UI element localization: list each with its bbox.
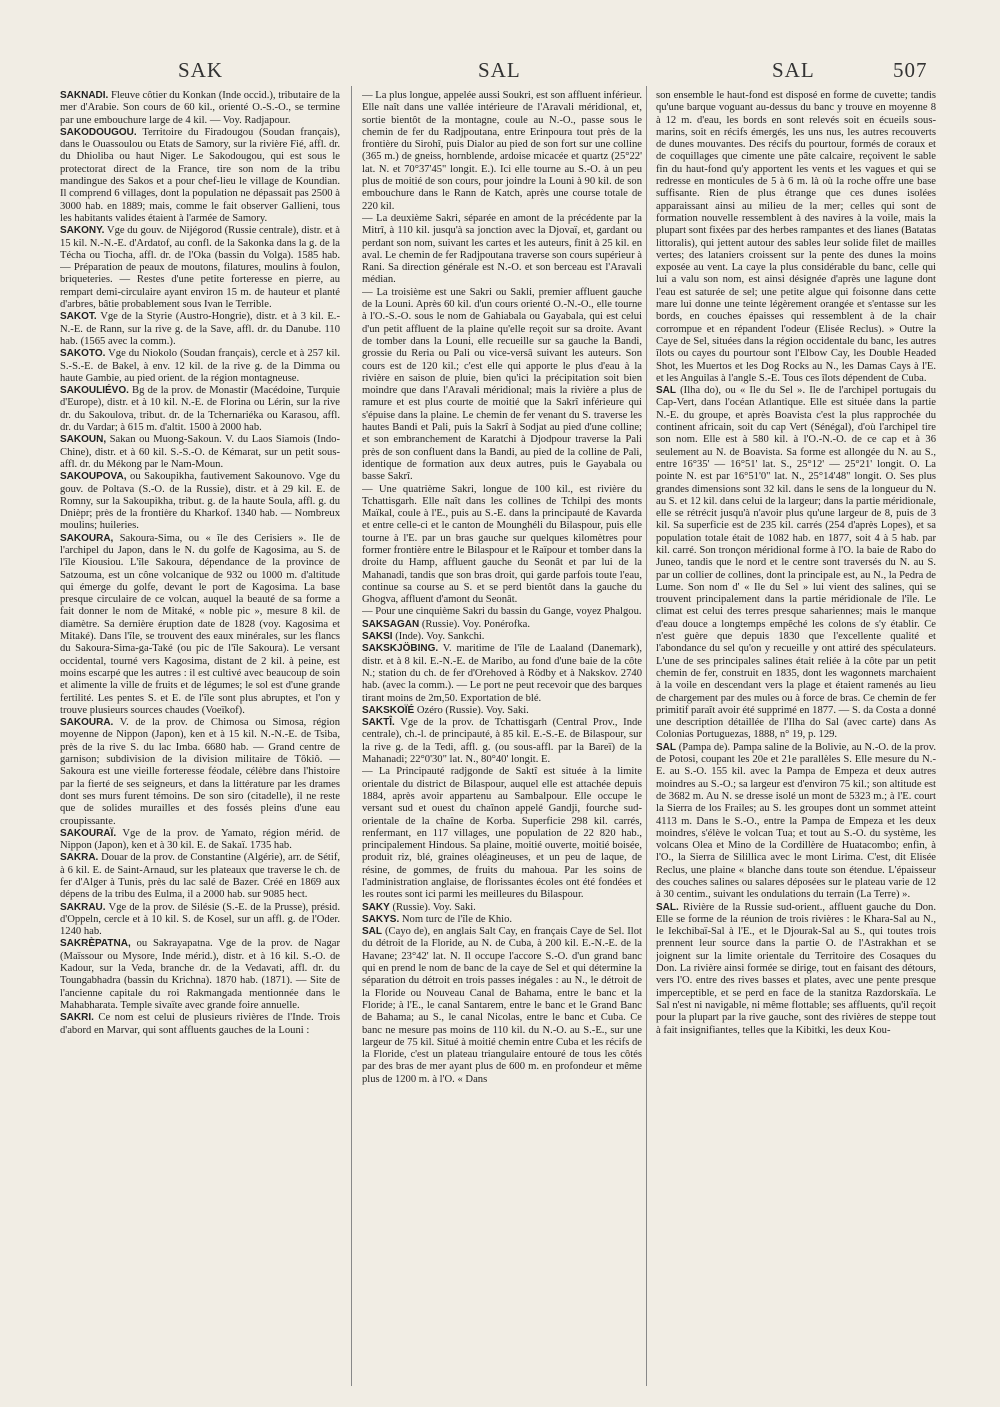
entry-text: — La plus longue, appelée aussi Soukri, est son affluent inférieur. Elle naît dans une vallée intérieure de l'Aravali méridional, et, sortie bientôt de la montagne, coule au N.-O., passe sous le chemin de fer du Radjpoutana, entre Erinpoura tout près de la frontière du Sirohî, puis Dialor au pied de son fort sur une colline (365 m.) de gneiss, hornblende, ardoise micacée et quartz (25°22' lat. N. et 70°37'45" longit. E.). Ici elle tourne au S.-O. à un peu plus de moitié de son cours, pour joindre la Louni à 90 kil. de son embouchure dans le Rann de Katch, après une course totale de 220 kil. — [362, 90, 642, 212]
entry-text: — Une quatrième Sakri, longue de 100 kil., est rivière du Tchattisgarh. Elle naît dans les collines de Tchilpi des monts Maïkal, coule à l'E., puis au S.-E. dans la principauté de Kavarda et entre celle-ci et le canton de Mounghéli du Bilaspour, puis elle tourne à l'E. par un bras gauche sur quelques kilomètres pour former frontière entre le Bilaspour et le Raïpour et tomber dans la droite du Hamp, affluent gauche du Seonât et par lui de la Mahanadi, tandis que son bras droit, qui garde parfois toute l'eau, continue sa course au S. et se perd bientôt dans la gauche du Ghogva, affluent d'amont du Seonât. — [362, 483, 642, 606]
entry-text: (Pampa de). Pampa saline de la Bolivie, au N.-O. de la prov. de Potosi, coupant les 20e et 21e parallèles S. Elle mesure du N.-E. au S.-O. 155 kil. avec la Pampa de Empeza et deux autres moindres au S.-O.; sa largeur est d'environ 75 kil.; son altitude est de 3682 m. Au N. se dresse isolé un mont de 5323 m.; à l'E. court la Sierra de los Frailes; au S. les groupes dont un sommet atteint 4113 m. Dans le S.-O., entre la Pampa de Empeza et les deux moindres, s'élève le volcan Tua; et tout au S.-O. du système, les volcans Olea et Mino de la Cordillère de Huatacombo; enfin, à l'O., la Sierra de Silillica avec le mont Lirima. C'est, dit Elisée Reclus, une plaine « blanche dans toute son étendue. L'épaisseur des couches salines ou salares déposées sur le plateau varie de 12 à 30 centim., suivant les ondulations du terrain (La Terre) ». — [656, 741, 936, 901]
dictionary-entry — [60, 348, 340, 385]
dictionary-entry — [362, 766, 642, 901]
entry-text: Territoire du Firadougou (Soudan français), dans le Ouassoulou ou Etats de Samory, sur la rivière Fié, affl. dr. du Dhioliba ou haut Niger. Le Sakodougou, qui est sous le protectorat direct de la France, tire son nom de la tribu mandingue des Sakos et a pour chef-lieu le village de Koundian. Il comprend 6 villages, dont la population ne dépassait pas 2500 à 3000 hab. en 1889; mais, comme le fait observer Gallieni, tous les habitants valides étaient à l'armée de Samory. — [60, 126, 340, 224]
entry-headword: SAKTÎ. — [362, 717, 395, 729]
entry-text: (Russie). Voy. Saki. — [389, 901, 476, 913]
entry-text: Ozéro (Russie). Voy. Saki. — [414, 704, 529, 716]
dictionary-entry — [60, 1012, 340, 1037]
column-2 — [362, 90, 642, 1380]
dictionary-entry — [362, 287, 642, 484]
dictionary-entry — [362, 484, 642, 607]
dictionary-entry — [60, 852, 340, 901]
entry-headword: SAL. — [656, 901, 679, 913]
running-head-left: SAK — [178, 58, 224, 82]
entry-text: (Ilha do), ou « Ile du Sel ». Ile de l'archipel portugais du Cap-Vert, dans l'océan Atlantique. Elle est située dans la partie N.-E. du groupe, et après Boavista c'est la plus rapprochée du continent africain, soit du cap Vert (Sénégal), d'où l'archipel tire son nom. Elle est à 580 kil. à l'O.-N.-O. de ce cap et à 36 seulement au N. de Boavista. Sa forme est allongée du N. au S., entre 16°35' — 16°51' lat. S., 25°12' — 25°21' longit. O. La pointe N. est par 16°51'0" lat. N., 25°14'48" longit. O. Ses plus grandes dimensions sont 32 kil. dans le sens de la longueur du N. au S. et 12 kil. dans celui de la largeur; dans la partie méridionale, elle se rétrécit jusqu'à n'avoir plus qu'une largeur de 8, puis de 3 kil. Sa superficie est de 235 kil. carrés (254 d'après Lopes), et sa population totale était de 1082 hab. en 1877, soit 4 à 5 hab. par kil. carré. Son tronçon méridional forme à l'O. la baie de Rabo do Juneo, tandis que le nord et le centre sont traversés du N. au S. par un collier de collines, dont la principale est, au N., la Pedra de Lume. Son nom d' « Ile du Sel » lui vient des salines, qui se trouvent principalement dans la partie méridionale de l'île. Le climat est celui des terres presque sahariennes; mais le manque d'eau douce a longtemps empêché les colons de s'y établir. Ce n'est guère que depuis 1830 que l'excellente qualité et l'abondance du sel qu'on y recueille y ont attiré des spéculateurs. L'une de ses principales salines était reliée à la côte par un petit chemin de fer, construit en 1835, dont les wagonnets marchaient à la voile en descendant vers la plage et étaient ramenés au lieu de chargement par des mules ou à force de bras. Ce chemin de fer primitif paraît avoir été supprimé en 1877. — S. da Costa a donné une description détaillée de l'Ilha do Sal (avec carte) dans As Colonias Portuguezas, 1888, n° 19, p. 129. — [656, 385, 936, 741]
column-1 — [60, 90, 340, 1380]
entry-text: Nom turc de l'île de Khio. — [399, 913, 513, 925]
entry-headword: SAKOURA. — [60, 717, 114, 729]
entry-text: — La deuxième Sakri, séparée en amont de la précédente par la Mitrî, à 110 kil. jusqu'à sa jonction avec la Djovaï, et, gardant ou perdant son nom, suivant les cartes et les auteurs, finit à 25 kil. en aval. Le chemin de fer Radjpoutana traverse son cours supérieur à Rani. Sa direction générale est N.-O. et son berceau est l'Aravali médian. — [362, 212, 642, 286]
entry-text: ou Sakoupikha, fautivement Sakounovo. Vge du gouv. de Poltava (S.-O. de la Russie), distr. et à 29 kil. E. de Romny, sur la Sakoupikha, tribut. g. de la haute Soula, affl. g. du Dnièpr; près de la frontière du Kharkof. 1340 hab. — Nombreux moulins; huileries. — [60, 471, 340, 532]
column-rule-1 — [351, 86, 352, 1386]
dictionary-entry — [656, 742, 936, 902]
dictionary-entry — [60, 90, 340, 127]
dictionary-entry — [60, 127, 340, 225]
dictionary-entry — [362, 717, 642, 766]
dictionary-entry — [60, 938, 340, 1012]
dictionary-entry — [60, 471, 340, 532]
dictionary-entry — [362, 902, 642, 914]
dictionary-entry — [60, 434, 340, 471]
entry-text: Vge de la prov. de Silésie (S.-E. de la Prusse), présid. d'Oppeln, cercle et à 10 kil. S. de Kosel, sur un affl. g. de l'Oder. 1240 hab. — [60, 901, 340, 938]
entry-headword: SAKSKOÏÉ — [362, 704, 415, 716]
dictionary-entry — [362, 631, 642, 643]
page-number: 507 — [893, 58, 928, 82]
dictionary-entry — [656, 90, 936, 385]
entry-text: (Cayo de), en anglais Salt Cay, en français Caye de Sel. Ilot du détroit de la Floride, au N. de Cuba, à 200 kil. E.-N.-E. de la Havane; 23°42' lat. N. Il occupe l'accore S.-O. d'un grand banc qui en prend le nom de banc de la caye de Sel et qui détermine la séparation du détroit en trois passes inégales : au N., le détroit de la Floride ou Nouveau Canal de Bahama, entre le banc et la Floride; à l'E., le canal Santarem, entre le banc et le Grand Banc de Bahama; au S., le canal Nicolas, entre le banc et Cuba. Ce banc ne mesure pas moins de 110 kil. du N.-O. au S.-E., sur une largeur de 75 kil. Situé à moitié chemin entre Cuba et les récifs de la Floride, c'est un plateau triangulaire entouré de tous les côtés par des bras de mer ayant plus de 600 m. en profondeur et même plus de 1200 m. à l'O. « Dans — [362, 926, 642, 1085]
column-3 — [656, 90, 936, 1380]
entry-text: — La troisième est une Sakri ou Sakli, premier affluent gauche de la Louni. Après 60 kil. d'un cours orienté O.-N.-O., elle tourne à l'O.-S.-O. sous le nom de Gahiabala ou Gayabala, qui est celui d'un petit affluent de la plaine qu'elle reçoit sur sa droite. Avant de tomber dans la Louni, elle recueille sur sa gauche la Bandi, grossie du Reria ou Pali ou vice-versâ suivant les auteurs. Son cours est de 120 kil.; c'est elle qui apporte le plus d'eau à la rivière en saison de pluie, bien qu'ici la précipitation soit bien moindre que dans l'Aravali méridional; mais la rivière a plus de ramure et est plus courte de moitié que la Sakrî inférieure qui s'épuise dans la plaine. Le chemin de fer venant du S. traverse les hautes Bandi et Pali, puis la Sakrî à Sodjat au pied d'une colline; et son embranchement de Karatchi à Djodpour traverse la Pali près de son confluent dans la Bandi, au pied de la colline de Pali, identique de formation aux deux autres, puis le Gayabala ou basse Sakrî. — [362, 286, 642, 483]
running-head-center: SAL — [478, 58, 521, 82]
entry-text: Vge de la prov. de Tchattisgarh (Central Prov., Inde centrale), ch.-l. de principauté, à 85 kil. E.-S.-E. de Bilaspour, sur la rive g. de la Tedi, affl. g. (ou sous-affl. par la Bareï) de la Mahanadi; 22°0'30" lat. N., 80°40' longit. E. — [362, 717, 642, 766]
dictionary-entry — [656, 385, 936, 742]
entry-text: Vge du Niokolo (Soudan français), cercle et à 257 kil. S.-S.-E. de Bakel, à env. 12 kil. de la rive g. de la Dimma ou haute Gambie, au pied orient. de la région montagneuse. — [60, 348, 340, 384]
entry-headword: SAKYS. — [362, 913, 400, 925]
entry-headword: SAKOURAÏ. — [60, 827, 117, 839]
dictionary-entry — [362, 705, 642, 717]
entry-headword: SAKOTO. — [60, 348, 106, 360]
entry-headword: SAL — [362, 926, 382, 938]
entry-text: Bg de la prov. de Monastir (Macédoine, Turquie d'Europe), distr. et à 10 kil. N.-E. de Florina ou Lérin, sur la rive dr. du Sakoulova, tribut. dr. de la Tchernariéka ou Karasou, affl. dr. du Vardar; à 615 m. d'altit. 1500 à 2000 hab. — [60, 385, 340, 434]
entry-headword: SAKSI — [362, 631, 393, 643]
entry-headword: SAKSKJÖBING. — [362, 643, 439, 655]
dictionary-entry — [362, 619, 642, 631]
entry-text: (Inde). Voy. Sankchi. — [392, 631, 485, 643]
entry-headword: SAKRI. — [60, 1012, 94, 1024]
entry-headword: SAKSAGAN — [362, 618, 420, 630]
entry-headword: SAKRAU. — [60, 901, 106, 913]
entry-headword: SAKY — [362, 901, 390, 913]
entry-headword: SAKONY. — [60, 225, 105, 237]
entry-headword: SAKOURA, — [60, 532, 114, 544]
dictionary-entry — [60, 533, 340, 717]
entry-text: Vge de la prov. de Yamato, région mérid. de Nippon (Japon), ken et à 30 kil. E. de Sakaï. 1735 hab. — [60, 827, 340, 852]
entry-text: — Pour une cinquième Sakri du bassin du Gange, voyez Phalgou. — [362, 606, 642, 618]
entry-text: Sakan ou Muong-Sakoun. V. du Laos Siamois (Indo-Chine), distr. et à 60 kil. S.-S.-O. de Kémarat, sur un petit sous-affl. dr. du Mékong par le Nam-Moun. — [60, 434, 340, 470]
dictionary-entry — [362, 213, 642, 287]
column-rule-2 — [646, 86, 647, 1386]
dictionary-entry — [60, 385, 340, 434]
entry-text: — La Principauté radjgonde de Saktî est située à la limite orientale du district de Bilaspour, auquel elle est attachée depuis 1884, après avoir appartenu au Sambalpour. Elle occupe le versant sud et ouest du chaînon appelé Gandji, fourche sud-orientale de la chaîne de Korba. Superficie 298 kil. carrés, renfermant, en 117 villages, une population de 22 820 hab., principalement Hindous. Sa plaine, moitié ouverte, moitié boisée, produit riz, blé, graines oléagineuses, et un peu de laque, de résine, de gommes, de fruits du mahoua. Par les soins de l'administration anglaise, de florissantes écoles ont été fondées et les routes sont ici parmi les meilleures du Bilaspour. — [362, 766, 642, 901]
entry-text: V. maritime de l'île de Laaland (Danemark), distr. et à 8 kil. E.-N.-E. de Maribo, au fond d'une baie de la côte N.; station du ch. de fer d'Orehoved à Rödby et à Nakskov. 2740 hab. (avec la comm.). — Le port ne peut recevoir que des barques tirant moins de 2m,50. Exportation de blé. — [362, 643, 642, 704]
entry-headword: SAKOULIÉVO. — [60, 385, 129, 397]
dictionary-entry — [60, 311, 340, 348]
dictionary-entry — [656, 902, 936, 1037]
entry-text: son ensemble le haut-fond est disposé en forme de cuvette; tandis qu'une barque voguant au-dessus du banc y trouve en moyenne 8 à 12 m. d'eau, les bords en sont relevés soit en écueils sous-marins, soit en récifs émergés, les uns nus, les autres recouverts de dunes mouvantes. Des récifs du pourtour, formés de coraux et de coquillages que cimente une pâte calcaire, reçoivent le sable fin du haut-fond qu'y apportent les vents et les vagues et qui se redresse en monticules de 5 à 6 m. là où la roche offre une base suffisante. Rien de plus étrange que ces dunes isolées apparaissant ainsi au milieu de la mer; celles qui sont de formation nouvelle ressemblent à des navires à la voile, mais la plupart sont fixées par des herbes rampantes et des lianes (Batatas littoralis), qui jettent autour des sables leur solide filet de mailles vertes; des lataniers croissent sur la pente des dunes la moins exposée au vent. La caye la plus considérable du banc, celle qui lui a valu son nom, est ainsi désignée d'après une lagune dont l'eau est saturée de sel; une petite algue qui foisonne dans cette mare lui donne une teinte légèrement orangée et s'entasse sur les bords, en couches épaisses qui ressemblent à de la chair corrompue et en répandent l'odeur (Elisée Reclus). » Outre la Caye de Sel, situées dans la région occidentale du banc, les autres îlots ou cayes du pourtour sont l'Elbow Cay, les Double Headed Shot, les Muertos et les Dog Rocks au N., les Damas Cays à l'E. et les Anguilas à l'angle S.-E. Tous ces îlots dépendent de Cuba. — [656, 90, 936, 384]
entry-text: Vge du gouv. de Nijégorod (Russie centrale), distr. et à 15 kil. N.-N.-E. d'Ardatof, au confl. de la Sakonka dans la g. de la Técha ou Tiocha, affl. dr. de l'Oka (bassin du Volga). 1585 hab. — Préparation de peaux de moutons, filatures, moulins à foulon, briqueteries. — Restes d'une petite forteresse en pierre, au rempart demi-circulaire ayant environ 15 m. de hauteur et planté d'arbres, bâtie probablement sous Ivan le Terrible. — [60, 225, 340, 311]
dictionary-entry — [362, 643, 642, 704]
entry-text: (Russie). Voy. Ponérofka. — [419, 618, 530, 630]
entry-text: V. de la prov. de Chimosa ou Simosa, région moyenne de Nippon (Japon), ken et à 15 kil. N.-N.-E. de Tsiba, près de la rive S. du lac Imba. 6680 hab. — Grand centre de garnison; subdivision de la division militaire de Tôkiô. — Sakoura est une vieille forteresse féodale, célèbre dans l'histoire par la fierté de ses seigneurs, et dans la littérature par les drames dont ses murs furent témoins. De son siro (citadelle), il ne reste que de solides murailles et des fossés pleins d'une eau croupissante. — [60, 717, 340, 827]
dictionary-entry — [362, 914, 642, 926]
entry-headword: SAKRÈPATNA, — [60, 938, 131, 950]
entry-text: Sakoura-Sima, ou « île des Cerisiers ». Ile de l'archipel du Japon, dans le N. du golfe de Kagosima, au S. de l'île Kiousiou. L'île Sakoura, dépendance de la province de Satzouma, est un cône volcanique de 932 ou 1000 m. d'altitude qui émerge du golfe, devant le port de Kagosima. La base presque circulaire de ce volcan, auquel la beauté de sa forme a fait donner le nom de Mitaké, « noble pic », mesure 8 kil. de diamètre. Sa dernière éruption date de 1828 (voy. Kagosima et Mitaké). Dans l'île, se trouvent des eaux minérales, sur les flancs du Sakoura-Sima-ga-Také (ou pic de l'île Sakoura). Le versant occidental, tourné vers Kagosima, distant de 2 kil. à peine, est moins escarpé que les autres : il est cultivé avec beaucoup de soin et alimente la ville de fruits et de légumes; le sol est d'une grande fertilité. Les pentes S. et E. de l'île sont plus abruptes, et l'on y trouve plusieurs sources chaudes (Voeïkof). — [60, 532, 340, 716]
entry-headword: SAL — [656, 741, 676, 753]
entry-headword: SAL — [656, 385, 676, 397]
dictionary-entry — [60, 902, 340, 939]
entry-headword: SAKRA. — [60, 852, 99, 864]
dictionary-entry — [362, 606, 642, 618]
dictionary-entry — [362, 90, 642, 213]
entry-text: ou Sakrayapatna. Vge de la prov. de Nagar (Maïssour ou Mysore, Inde mérid.), distr. et à 16 kil. S.-O. de Kadour, sur la Veda, branche dr. de la Vedavati, affl. dr. du Toungabhadra (bassin du Krichna). 1870 hab. (1871). — Site de l'ancienne capitale du roi Rakmangada mentionnée dans le Mahabharata. Temple sivaïte avec grande foire annuelle. — [60, 938, 340, 1011]
dictionary-entry — [60, 717, 340, 828]
entry-headword: SAKOUN, — [60, 434, 107, 446]
running-head-right: SAL — [772, 58, 815, 82]
dictionary-entry — [60, 225, 340, 311]
entry-headword: SAKNADI. — [60, 90, 109, 101]
entry-text: Vge de la Styrie (Austro-Hongrie), distr. et à 3 kil. E.-N.-E. de Rann, sur la rive g. de la Save, affl. dr. du Danube. 110 hab. (1565 avec la comm.). — [60, 311, 340, 347]
dictionary-entry — [60, 828, 340, 853]
entry-headword: SAKOUPOVA, — [60, 471, 127, 483]
entry-headword: SAKOT. — [60, 311, 97, 323]
entry-headword: SAKODOUGOU. — [60, 126, 137, 138]
entry-text: Rivière de la Russie sud-orient., affluent gauche du Don. Elle se forme de la réunion de trois rivières : le Khara-Sal au N., le Iekchibaï-Sal à l'E., et le Djourak-Sal au S., qui toutes trois prennent leur source dans la partie O. de l'Astrakhan et se joignent sur la limite orientale du Territoire des Cosaques du Don. La rivière ainsi formée se dirige, tout en faisant des détours, vers l'O. entre des rives basses et plates, avec une pente presque imperceptible, et se perd en face de la stanitza Razdorskaïa. Le Sal n'est ni navigable, ni même flottable; ses affluents, qu'il reçoit pour la plupart par la rive gauche, sont des rivières de steppe tout à fait insignifiantes, telles que la Kibitki, les deux Kou- — [656, 901, 936, 1036]
entry-text: Ce nom est celui de plusieurs rivières de l'Inde. Trois d'abord en Marvar, qui sont affluents gauches de la Louni : — [60, 1012, 340, 1036]
entry-text: Douar de la prov. de Constantine (Algérie), arr. de Sétif, à 6 kil. E. de Saint-Arnaud, sur les plateaux que traverse le ch. de fer d'Alger à Tunis, près du lac salé de Bazer. Créé en 1869 aux dépens de la tribu des Eulma, il a 2000 hab. sur 9085 hect. — [60, 852, 340, 901]
dictionary-entry — [362, 926, 642, 1086]
entry-text: Fleuve côtier du Konkan (Inde occid.), tributaire de la mer d'Arabie. Son cours de 60 kil., orienté O.-S.-O., se termine par une embouchure large de 4 kil. — Voy. Radjapour. — [60, 90, 340, 126]
